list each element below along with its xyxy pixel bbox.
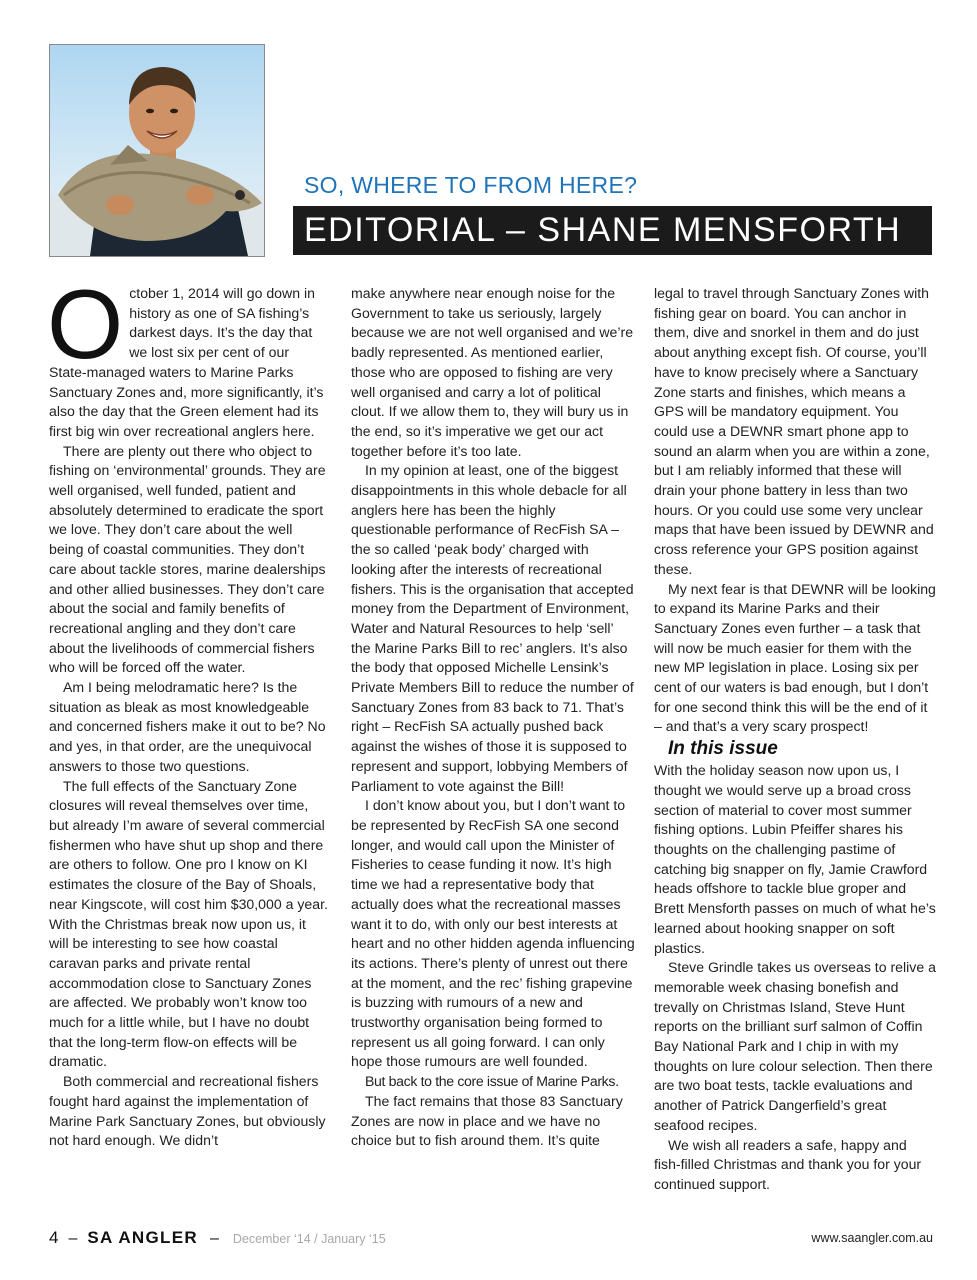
section-subheading: In this issue <box>668 738 778 760</box>
page-number: 4 <box>49 1228 59 1247</box>
article-paragraph: Both commercial and recreational fishers fought hard against the implementation of Marine Park Sanctuary Zones, but obviously not hard enough. We didn’t <box>49 1073 326 1149</box>
article-paragraph: In my opinion at least, one of the biggest disappointments in this whole debacle for all anglers here has been the highly questionable performance of RecFish SA – the so called ‘peak body’ charged with looking after the interests of recreational fishers. This is the organisation that accepted money from the Department of Environment, Water and Natural Resources to help ‘sell’ the Marine Parks Bill to rec’ anglers. It’s also the body that opposed Michelle Lensink’s Private Members Bill to reduce the number of Sanctuary Zones from 83 back to 71. That’s right – RecFish SA actually pushed back against the wishes of those it is supposed to represent and support, lobbying Members of Parliament to vote against the Bill! <box>351 462 634 794</box>
article-paragraph: But back to the core issue of Marine Parks. <box>365 1073 619 1090</box>
footer-separator: – <box>68 1230 78 1247</box>
editor-photo-illustration <box>50 45 264 256</box>
editorial-kicker: SO, WHERE TO FROM HERE? <box>304 172 638 198</box>
footer-separator: – <box>209 1230 219 1247</box>
article-paragraph: We wish all readers a safe, happy and fish-filled Christmas and thank you for your continued support. <box>654 1136 922 1192</box>
issue-date: December ‘14 / January ‘15 <box>232 1232 386 1246</box>
article-paragraph: The full effects of the Sanctuary Zone closures will reveal themselves over time, but already I’m aware of several commercial fishermen who have shut up shop and there are others to follow. One pro I know on KI estimates the closure of the Bay of Shoals, near Kingscote, will cost him $30,000 a year. With the Christmas break now upon us, it will be interesting to see how coastal caravan parks and private rental accommodation close to Sanctuary Zones are affected. We probably won’t know too much for a little while, but I have no doubt that the long-term flow-on effects will be dramatic. <box>49 777 328 1070</box>
article-column-2 <box>351 284 635 1151</box>
article-paragraph: There are plenty out there who object to fishing on ‘environmental’ grounds. They are well organised, well funded, patient and absolutely determined to eradicate the sport we love. They don’t care about the well being of coastal communities. They don’t care about tackle stores, marine dealerships and other allied businesses. They don’t care about the social and family benefits of recreational angling and they don’t care about the livelihoods of commercial fishers who will be forced off the water. <box>49 442 326 676</box>
article-paragraph: make anywhere near enough noise for the Government to take us seriously, largely because we are not well organised and we’re badly represented. As mentioned earlier, those who are opposed to fishing are very well organised and carry a lot of political clout. If we allow them to, they will bury us in the end, so it’s imperative we get our act together before it’s too late. <box>351 285 634 459</box>
paragraph-text: ctober 1, 2014 will go down in history as one of SA fishing’s darkest days. It’s the day that we lost six per cent of our State-managed waters to Marine Parks Sanctuary Zones and, more significantly, it’s also the day that the Green element had its first big win over recreational anglers here. <box>49 285 324 439</box>
editorial-title: EDITORIAL – SHANE MENSFORTH <box>293 206 932 255</box>
article-paragraph: I don’t know about you, but I don’t want to be represented by RecFish SA one second longer, and would call upon the Minister of Fisheries to cease funding it now. It’s high time we had a representative body that actually does what the recreational masses want it to do, with only our best interests at heart and no other hidden agenda influencing its actions. There’s plenty of unrest out there at the moment, and the rec’ fishing grapevine is buzzing with rumours of a new and trustworthy organisation being formed to represent us all going forward. I can only hope those rumours are well founded. <box>351 797 635 1070</box>
article-paragraph: Am I being melodramatic here? Is the situation as bleak as most knowledgeable and concerned fishers make it out to be? No and yes, in that order, are the unequivocal answers to those two questions. <box>49 679 326 774</box>
article-paragraph: With the holiday season now upon us, I thought we would serve up a broad cross section of material to cover most summer fishing options. Lubin Pfeiffer shares his thoughts on the challenging pastime of catching big snapper on fly, Jamie Crawford heads offshore to tackle blue groper and Brett Mensforth passes on much of what he’s learned about hooking snapper on soft plastics. <box>654 762 936 956</box>
drop-cap: O <box>47 269 124 379</box>
magazine-name: SA ANGLER <box>87 1228 198 1247</box>
article-column-1 <box>47 269 329 1151</box>
article-paragraph: Steve Grindle takes us overseas to relive a memorable week chasing bonefish and trevally on Christmas Island, Steve Hunt reports on the brilliant surf salmon of Coffin Bay National Park and I chip in with my thoughts on lure colour selection. Then there are two boat tests, tackle evaluations and another of Patrick Dangerfield’s great seafood recipes. <box>654 959 936 1133</box>
article-column-3 <box>654 284 936 1195</box>
article-paragraph: My next fear is that DEWNR will be looking to expand its Marine Parks and their Sanctuary Zones even further – a task that will now be much easier for them with the new MP legislation in place. Losing six per cent of our waters is bad enough, but I don’t for one second think this will be the end of it – and that’s a very scary prospect! <box>654 580 936 735</box>
article-paragraph: legal to travel through Sanctuary Zones with fishing gear on board. You can anchor in them, dive and snorkel in them and do just about anything except fish. Of course, you’ll have to know precisely where a Sanctuary Zone starts and finishes, which means a GPS will be mandatory equipment. You could use a DEWNR smart phone app to sound an alarm when you are within a zone, but I am reliably informed that these will drain your phone battery in less than two hours. Or you could use some very unclear maps that have been issued by DEWNR and cross reference your GPS position against these. <box>654 285 934 577</box>
page-footer <box>49 1228 933 1248</box>
editor-photo <box>49 44 265 257</box>
article-paragraph: The fact remains that those 83 Sanctuary Zones are now in place and we have no choice but to fish around them. It’s quite <box>351 1092 623 1149</box>
website-link[interactable]: www.saangler.com.au <box>811 1231 933 1245</box>
article-paragraph <box>47 269 329 442</box>
